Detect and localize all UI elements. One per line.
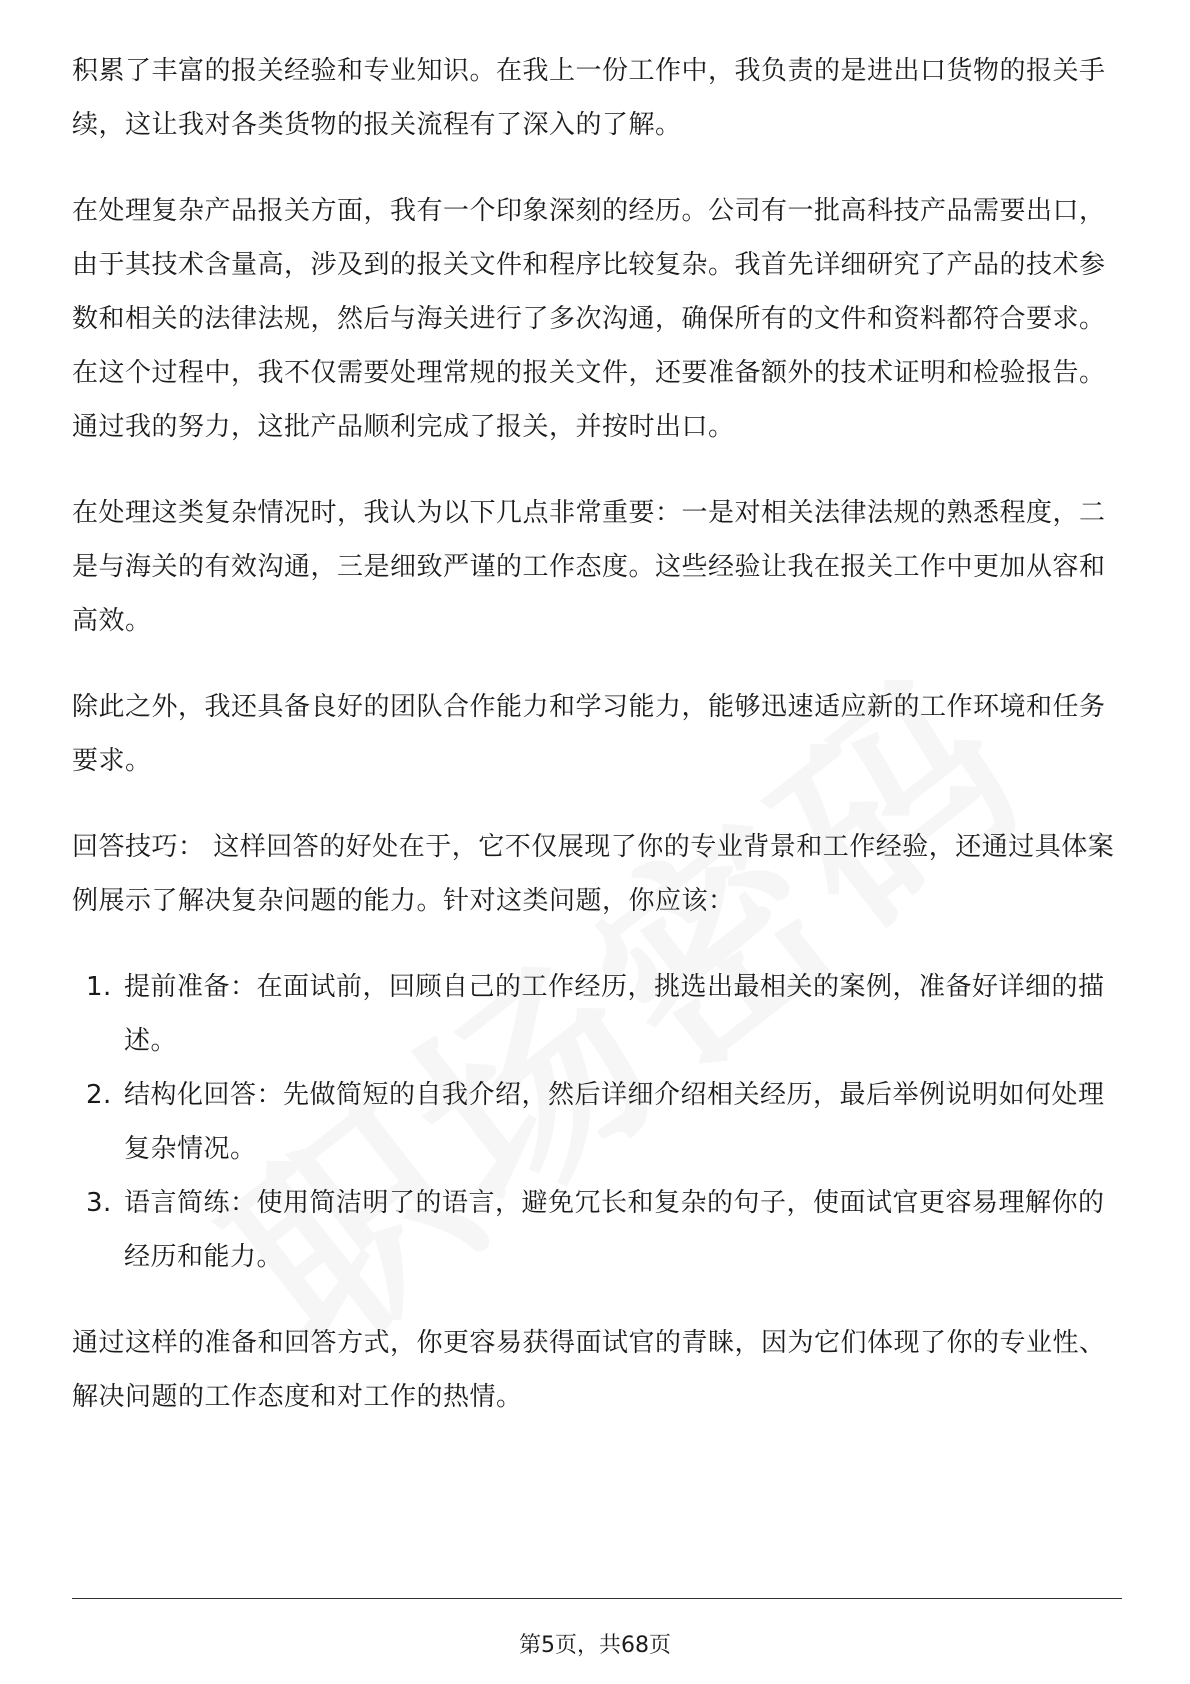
- paragraph-experience: 积累了丰富的报关经验和专业知识。在我上一份工作中，我负责的是进出口货物的报关手续，这让我对各类货物的报关流程有了深入的了解。: [72, 56, 1106, 140]
- paragraph-closing: 通过这样的准备和回答方式，你更容易获得面试官的青睐，因为它们体现了你的专业性、解决问题的工作态度和对工作的热情。: [72, 1328, 1106, 1412]
- list-item-text: 提前准备：在面试前，回顾自己的工作经历，挑选出最相关的案例，准备好详细的描述。: [124, 972, 1105, 1056]
- paragraph-key-points: 在处理这类复杂情况时，我认为以下几点非常重要：一是对相关法律法规的熟悉程度，二是与海关的有效沟通，三是细致严谨的工作态度。这些经验让我在报关工作中更加从容和高效。: [72, 498, 1106, 636]
- page-number: 第5页，共68页: [519, 1633, 671, 1658]
- list-item: [72, 1068, 1122, 1176]
- list-item-number: 2.: [86, 1080, 112, 1110]
- list-item: [72, 1176, 1122, 1284]
- paragraph-answer-tips: 回答技巧： 这样回答的好处在于，它不仅展现了你的专业背景和工作经验，还通过具体案例展示了解决复杂问题的能力。针对这类问题，你应该：: [72, 832, 1115, 916]
- list-item-number: 1.: [86, 972, 112, 1002]
- list-item-text: 语言简练：使用简洁明了的语言，避免冗长和复杂的句子，使面试官更容易理解你的经历和能力。: [124, 1188, 1105, 1272]
- list-item-number: 3.: [86, 1188, 112, 1218]
- list-item-text: 结构化回答：先做简短的自我介绍，然后详细介绍相关经历，最后举例说明如何处理复杂情况。: [124, 1080, 1105, 1164]
- tips-list: [72, 960, 1122, 1284]
- paragraph-complex-case: 在处理复杂产品报关方面，我有一个印象深刻的经历。公司有一批高科技产品需要出口，由于其技术含量高，涉及到的报关文件和程序比较复杂。我首先详细研究了产品的技术参数和相关的法律法规，然后与海关进行了多次沟通，确保所有的文件和资料都符合要求。在这个过程中，我不仅需要处理常规的报关文件，还要准备额外的技术证明和检验报告。通过我的努力，这批产品顺利完成了报关，并按时出口。: [72, 196, 1106, 442]
- page-content: [72, 44, 1122, 1456]
- list-item: [72, 960, 1122, 1068]
- paragraph-teamwork: 除此之外，我还具备良好的团队合作能力和学习能力，能够迅速适应新的工作环境和任务要求。: [72, 692, 1106, 776]
- footer-divider: [72, 1598, 1122, 1599]
